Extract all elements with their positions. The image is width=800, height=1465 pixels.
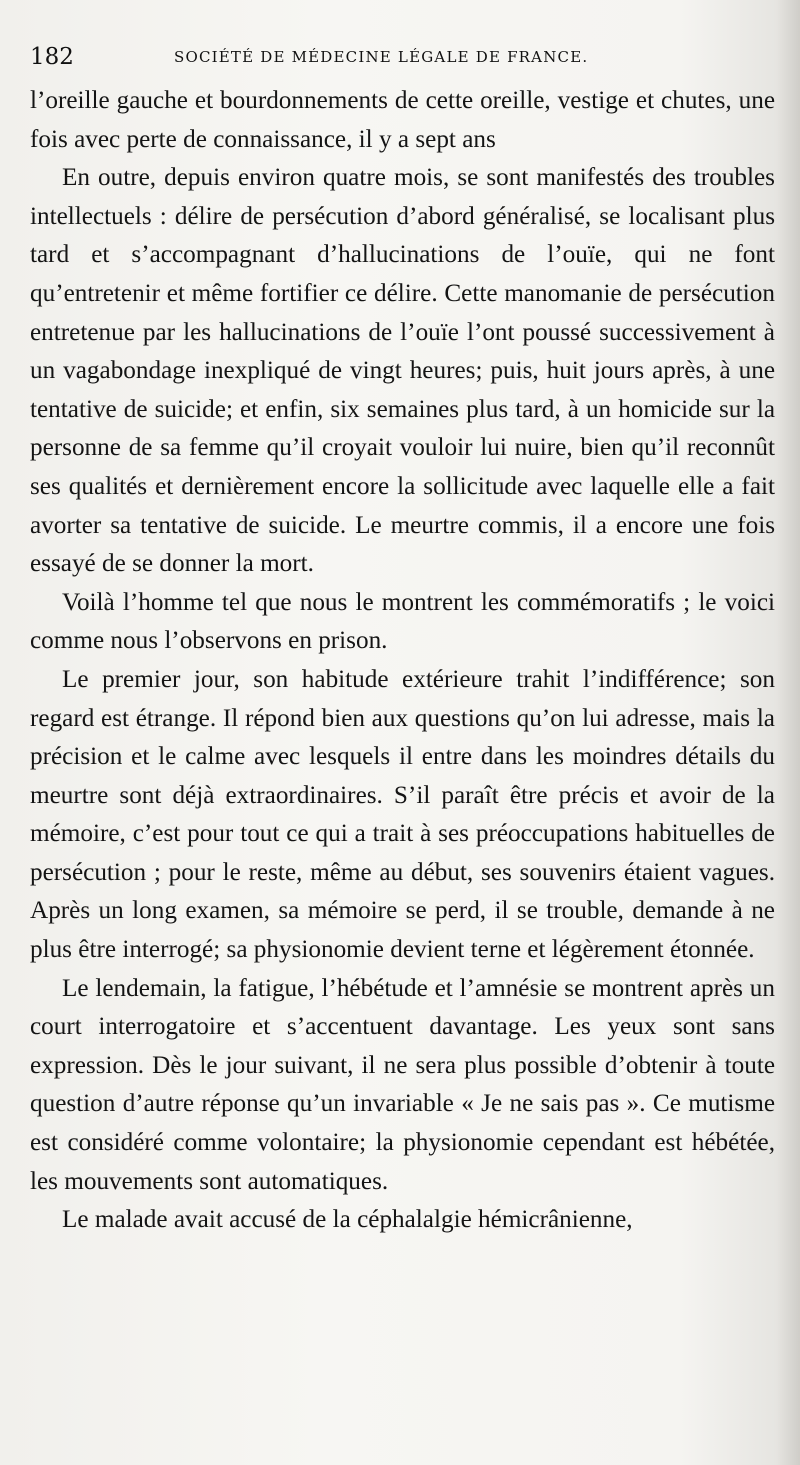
paragraph: Voilà l’homme tel que nous le montrent les commémoratifs ; le voici comme nous l’observons en prison. — [30, 588, 775, 655]
paragraph: Le premier jour, son habitude extérieure trahit l’indifférence; son regard est étrange. Il répond bien aux questions qu’on lui adresse, mais la précision et le calme avec lesquels il entre dans les moindres détails du meurtre sont déjà extraordinaires. S’il paraît être précis et avoir de la mémoire, c’est pour tout ce qui a trait à ses préoccupations habituelles de persécution ; pour le reste, même au début, ses souvenirs étaient vagues. Après un long examen, sa mémoire se perd, il se trouble, demande à ne plus être interrogé; sa physionomie devient terne et légèrement étonnée. — [30, 665, 775, 964]
paragraph: En outre, depuis environ quatre mois, se sont manifestés des troubles intellectuels : délire de persécution d’abord généralisé, se localisant plus tard et s’accompagnant d’hallucinations de l’ouïe, qui ne font qu’entretenir et même fortifier ce délire. Cette manomanie de persécution entretenue par les hallucinations de l’ouïe l’ont poussé successivement à un vagabondage inexpliqué de vingt heures; puis, huit jours après, à une tentative de suicide; et enfin, six semaines plus tard, à un homicide sur la personne de sa femme qu’il croyait vouloir lui nuire, bien qu’il reconnût ses qualités et dernièrement encore la sollicitude avec laquelle elle a fait avorter sa tentative de suicide. Le meurtre commis, il a encore une fois essayé de se donner la mort. — [30, 164, 775, 578]
paragraph: Le lendemain, la fatigue, l’hébétude et l’amnésie se montrent après un court interrogatoire et s’accentuent davantage. Les yeux sont sans expression. Dès le jour suivant, il ne sera plus possible d’obtenir à toute question d’autre réponse qu’un invariable « Je ne sais pas ». Ce mutisme est considéré comme volontaire; la physionomie cependant est hébétée, les mouvements sont automatiques. — [30, 974, 775, 1195]
page-header — [30, 44, 770, 74]
page-number: 182 — [30, 44, 74, 70]
paragraph: Le malade avait accusé de la céphalalgie hémicrânienne, — [62, 1206, 633, 1234]
running-head: SOCIÉTÉ DE MÉDECINE LÉGALE DE FRANCE. — [174, 48, 589, 66]
paragraph-continuation: l’oreille gauche et bourdonnements de cette oreille, vestige et chutes, une fois avec perte de connaissance, il y a sept ans — [30, 87, 775, 153]
body-text — [30, 82, 775, 1240]
